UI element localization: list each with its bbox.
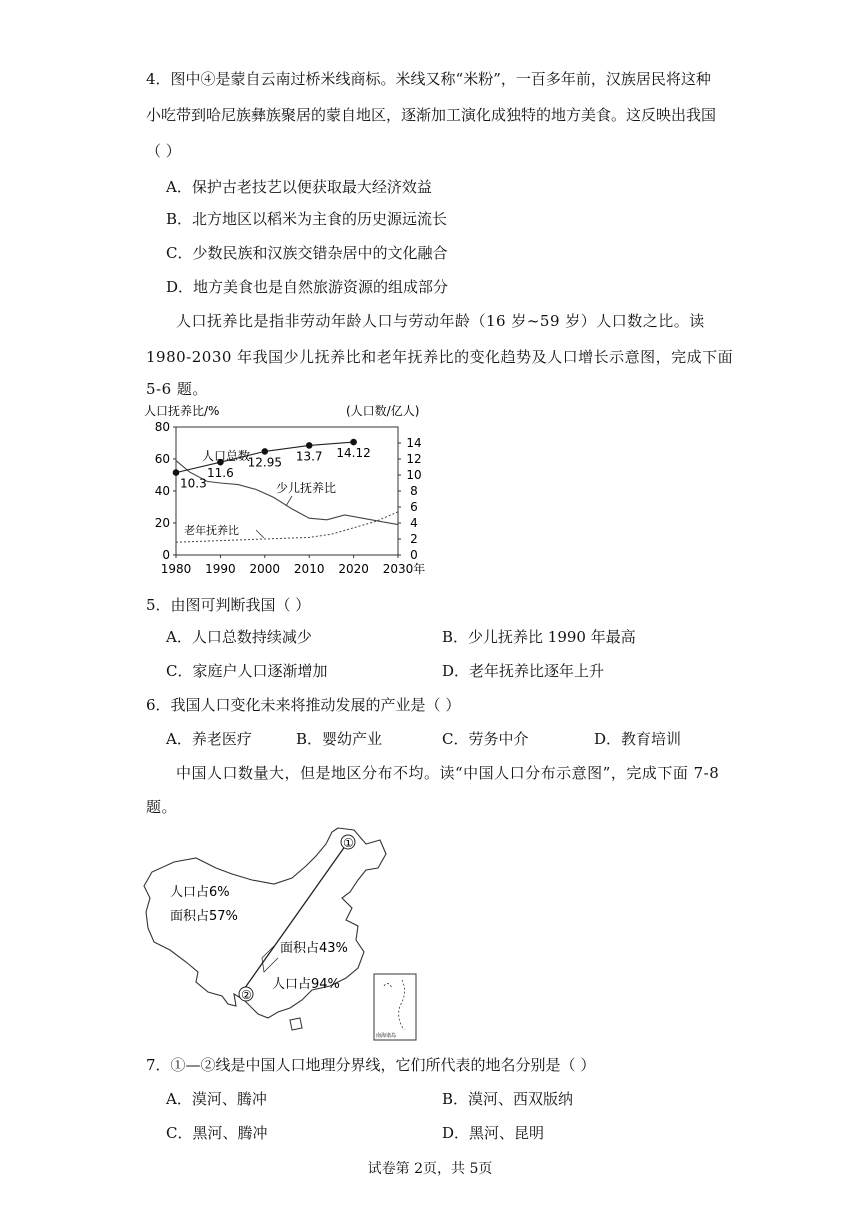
population-chart bbox=[142, 400, 442, 584]
q6-stem: 6．我国人口变化未来将推动发展的产业是（ ） bbox=[146, 696, 461, 714]
q7-stem: 7．①—②线是中国人口地理分界线，它们所代表的地名分别是（ ） bbox=[146, 1056, 596, 1074]
hainan-island bbox=[290, 1018, 302, 1030]
series-label-elderly: 老年抚养比 bbox=[184, 524, 239, 537]
q5-option-b: B．少儿抚养比 1990 年最高 bbox=[442, 628, 636, 646]
total-population-data-label: 11.6 bbox=[207, 466, 234, 481]
left-tick-label: 0 bbox=[162, 548, 170, 562]
q7-option-a: A．漠河、腾冲 bbox=[166, 1090, 267, 1108]
total-population-point bbox=[350, 439, 357, 446]
x-tick-label: 2030年 bbox=[382, 562, 426, 576]
inset-label: 南海诸岛 bbox=[376, 1033, 397, 1039]
q7-option-c: C．黑河、腾冲 bbox=[166, 1124, 268, 1142]
q6-option-d: D．教育培训 bbox=[594, 730, 682, 748]
q7-option-b: B．漠河、西双版纳 bbox=[442, 1090, 574, 1108]
q5-option-a: A．人口总数持续减少 bbox=[166, 628, 312, 646]
right-tick-label: 2 bbox=[410, 532, 418, 546]
left-tick-label: 60 bbox=[154, 452, 170, 466]
right-tick-label: 8 bbox=[410, 484, 418, 498]
passage2-line-2: 题。 bbox=[146, 798, 178, 816]
total-population-point bbox=[173, 469, 180, 476]
left-tick-label: 40 bbox=[154, 484, 170, 498]
marker-2: ② bbox=[241, 988, 252, 1002]
total-population-data-label: 10.3 bbox=[180, 476, 207, 491]
inset-dashed-line bbox=[384, 980, 405, 1030]
passage1-line-3: 5-6 题。 bbox=[146, 380, 208, 398]
right-tick-label: 0 bbox=[410, 548, 418, 562]
hu-line bbox=[242, 842, 348, 992]
q6-option-c: C．劳务中介 bbox=[442, 730, 529, 748]
x-tick-label: 2000 bbox=[249, 562, 281, 576]
child-label-pointer bbox=[286, 496, 292, 506]
q4-line-3: （ ） bbox=[146, 142, 181, 160]
internal-border bbox=[262, 946, 278, 972]
q4-option-d: D．地方美食也是自然旅游资源的组成部分 bbox=[166, 278, 449, 296]
east-pop-label: 人口占94% bbox=[272, 977, 340, 992]
chart-ylabel-right: (人口数/亿人) bbox=[346, 404, 420, 418]
left-tick-label: 20 bbox=[154, 516, 170, 530]
q4-line-2: 小吃带到哈尼族彝族聚居的蒙自地区，逐渐加工演化成独特的地方美食。这反映出我国 bbox=[146, 106, 717, 124]
marker-1: ① bbox=[343, 836, 354, 850]
passage2-line-1: 中国人口数量大，但是地区分布不均。读“中国人口分布示意图”，完成下面 7-8 bbox=[176, 764, 720, 782]
elderly-label-pointer bbox=[256, 530, 264, 538]
right-tick-label: 10 bbox=[406, 468, 422, 482]
series-label-child: 少儿抚养比 bbox=[276, 481, 337, 495]
total-population-point bbox=[306, 442, 313, 449]
q5-option-c: C．家庭户人口逐渐增加 bbox=[166, 662, 328, 680]
q6-option-b: B．婴幼产业 bbox=[296, 730, 383, 748]
q5-stem: 5．由图可判断我国（ ） bbox=[146, 596, 311, 614]
x-tick-label: 1980 bbox=[160, 562, 192, 576]
chart-ylabel-left: 人口抚养比/% bbox=[144, 404, 220, 418]
passage1-line-2: 1980-2030 年我国少儿抚养比和老年抚养比的变化趋势及人口增长示意图，完成下面 bbox=[146, 348, 734, 366]
east-area-label: 面积占43% bbox=[280, 941, 348, 956]
series-label-total: 人口总数 bbox=[202, 449, 251, 463]
passage1-line-1: 人口抚养比是指非劳动年龄人口与劳动年龄（16 岁~59 岁）人口数之比。读 bbox=[176, 312, 705, 330]
q4-option-c: C．少数民族和汉族交错杂居中的文化融合 bbox=[166, 244, 448, 262]
right-tick-label: 14 bbox=[406, 436, 422, 450]
q4-option-b: B．北方地区以稻米为主食的历史源远流长 bbox=[166, 210, 448, 228]
q4-line-1: 4．图中④是蒙自云南过桥米线商标。米线又称“米粉”，一百多年前，汉族居民将这种 bbox=[146, 70, 711, 88]
x-tick-label: 2010 bbox=[293, 562, 325, 576]
q4-option-a: A．保护古老技艺以便获取最大经济效益 bbox=[166, 178, 432, 196]
west-area-label: 面积占57% bbox=[170, 909, 238, 924]
total-population-point bbox=[262, 448, 269, 455]
x-tick-label: 1990 bbox=[205, 562, 236, 576]
total-population-data-label: 13.7 bbox=[295, 449, 323, 464]
q5-option-d: D．老年抚养比逐年上升 bbox=[442, 662, 605, 680]
total-population-data-label: 14.12 bbox=[336, 446, 371, 461]
q6-option-a: A．养老医疗 bbox=[166, 730, 252, 748]
china-population-map bbox=[140, 822, 430, 1044]
page-footer: 试卷第 2页，共 5页 bbox=[367, 1161, 493, 1177]
right-tick-label: 6 bbox=[410, 500, 418, 514]
left-tick-label: 80 bbox=[154, 420, 170, 434]
west-pop-label: 人口占6% bbox=[170, 885, 230, 900]
south-china-sea-inset bbox=[374, 974, 416, 1040]
total-population-data-label: 12.95 bbox=[247, 455, 282, 470]
right-tick-label: 4 bbox=[410, 516, 418, 530]
q7-option-d: D．黑河、昆明 bbox=[442, 1124, 545, 1142]
x-tick-label: 2020 bbox=[338, 562, 369, 576]
right-tick-label: 12 bbox=[406, 452, 422, 466]
